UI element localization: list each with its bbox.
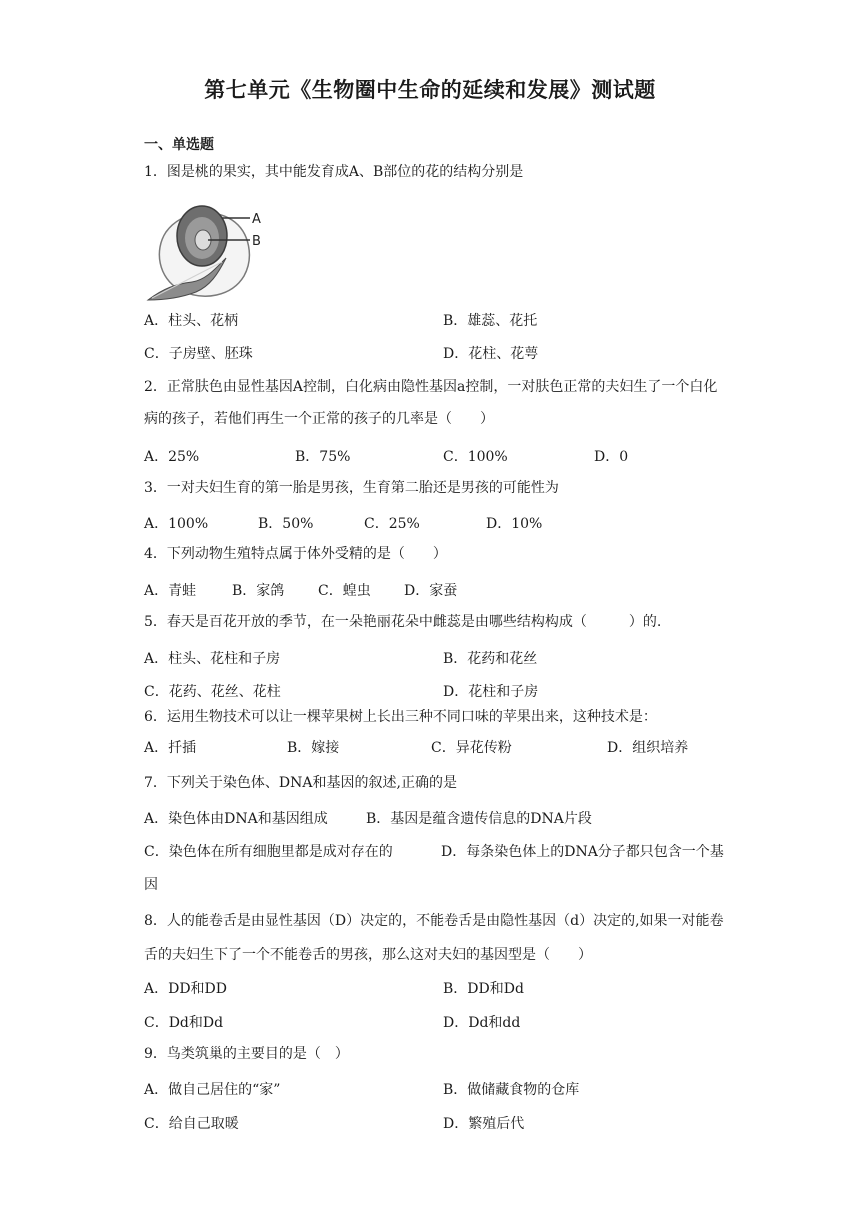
q9-option-c: C．给自己取暖: [144, 1116, 239, 1132]
question-9-stem: 9．鸟类筑巢的主要目的是（ ）: [144, 1046, 349, 1062]
peach-fruit-figure: [146, 192, 272, 304]
question-2-stem: 2．正常肤色由显性基因A控制，白化病由隐性基因a控制，一对肤色正常的夫妇生了一个白化病的孩子，若他们再生一个正常的孩子的几率是（ ）: [144, 379, 718, 427]
q7-option-c: C．染色体在所有细胞里都是成对存在的: [144, 844, 393, 860]
q1-option-d: D．花柱、花萼: [443, 346, 539, 362]
q2-option-a: A．25%: [144, 449, 200, 465]
q4-option-a: A．青蛙: [144, 583, 197, 599]
q4-option-b: B．家鸽: [232, 583, 285, 599]
question-1-stem: 1．图是桃的果实，其中能发育成A、B部位的花的结构分别是: [144, 164, 524, 180]
q2-option-c: C．100%: [443, 449, 508, 465]
q6-option-a: A．扦插: [144, 740, 197, 756]
section-heading: 一、单选题: [144, 137, 214, 153]
q7-option-a: A．染色体由DNA和基因组成: [144, 811, 328, 827]
q3-option-a: A．100%: [144, 516, 209, 532]
q1-option-a: A．柱头、花柄: [144, 313, 239, 329]
figure-label-b: B: [252, 234, 261, 249]
q9-option-a: A．做自己居住的“家”: [144, 1082, 281, 1098]
q3-option-c: C．25%: [364, 516, 420, 532]
q5-option-d: D．花柱和子房: [443, 684, 539, 700]
q2-option-b: B．75%: [295, 449, 351, 465]
q6-option-d: D．组织培养: [607, 740, 689, 756]
q4-option-c: C．蝗虫: [318, 583, 371, 599]
q6-option-c: C．异花传粉: [431, 740, 512, 756]
q8-option-b: B．DD和Dd: [443, 981, 524, 997]
q8-option-a: A．DD和DD: [144, 981, 228, 997]
q5-option-c: C．花药、花丝、花柱: [144, 684, 281, 700]
q3-option-b: B．50%: [258, 516, 314, 532]
question-7-stem: 7．下列关于染色体、DNA和基因的叙述,正确的是: [144, 775, 457, 791]
q2-option-d: D．0: [594, 449, 629, 465]
q8-option-c: C．Dd和Dd: [144, 1015, 224, 1031]
q8-option-d: D．Dd和dd: [443, 1015, 521, 1031]
question-3-stem: 3．一对夫妇生育的第一胎是男孩，生育第二胎还是男孩的可能性为: [144, 480, 559, 496]
q5-option-a: A．柱头、花柱和子房: [144, 651, 281, 667]
q4-option-d: D．家蚕: [404, 583, 458, 599]
q7-option-d: D．每条染色体上的DNA分子都只包含一个基因: [144, 844, 724, 893]
q1-option-c: C．子房壁、胚珠: [144, 346, 253, 362]
q7-option-b: B．基因是蕴含遗传信息的DNA片段: [366, 811, 592, 827]
question-8-stem: 8．人的能卷舌是由显性基因（D）决定的，不能卷舌是由隐性基因（d）决定的,如果一对能卷舌的夫妇生下了一个不能卷舌的男孩，那么这对夫妇的基因型是（ ）: [144, 913, 724, 963]
page-title: 第七单元《生物圈中生命的延续和发展》测试题: [204, 78, 656, 102]
question-4-stem: 4．下列动物生殖特点属于体外受精的是（ ）: [144, 546, 447, 562]
q6-option-b: B．嫁接: [287, 740, 340, 756]
q9-option-b: B．做储藏食物的仓库: [443, 1082, 580, 1098]
q3-option-d: D．10%: [486, 516, 543, 532]
figure-label-a: A: [252, 212, 261, 227]
q9-option-d: D．繁殖后代: [443, 1116, 525, 1132]
q1-option-b: B．雄蕊、花托: [443, 313, 538, 329]
q5-option-b: B．花药和花丝: [443, 651, 538, 667]
question-6-stem: 6．运用生物技术可以让一棵苹果树上长出三种不同口味的苹果出来，这种技术是：: [144, 709, 657, 725]
question-5-stem: 5．春天是百花开放的季节，在一朵艳丽花朵中雌蕊是由哪些结构构成（ ）的.: [144, 614, 662, 630]
